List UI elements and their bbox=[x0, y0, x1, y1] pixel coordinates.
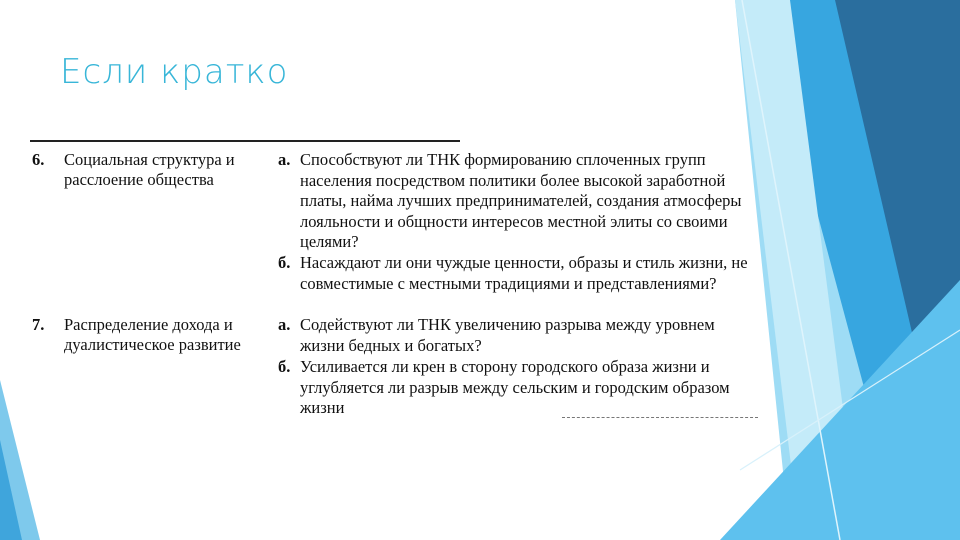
question-text: Насаждают ли они чуждые ценности, образы и стиль жизни, не совместимые с местными традициями и представлениями? bbox=[300, 253, 748, 293]
question-item bbox=[278, 357, 758, 419]
row-topic: Распределение дохода и дуалистическое развитие bbox=[64, 315, 241, 354]
table-bottom-rule bbox=[562, 417, 758, 418]
row-number: 6. bbox=[32, 150, 45, 169]
question-item bbox=[278, 315, 758, 356]
question-text: Усиливается ли крен в сторону городского образа жизни и углубляется ли разрыв между сельским и городским образом жизни bbox=[300, 357, 730, 417]
question-marker: а. bbox=[278, 150, 291, 169]
question-text: Способствуют ли ТНК формированию сплоченных групп населения посредством политики более высокой заработной платы, найма лучших предпринимателей, создания атмосферы лояльности и общности интересов местной элиты со своими целями? bbox=[300, 150, 742, 251]
question-marker: б. bbox=[278, 357, 291, 376]
question-marker: а. bbox=[278, 315, 291, 334]
slide-title: Если кратко bbox=[60, 52, 289, 92]
scanned-table bbox=[30, 140, 760, 423]
question-item bbox=[278, 150, 758, 253]
question-marker: б. bbox=[278, 253, 291, 272]
table-top-rule bbox=[30, 140, 460, 142]
row-topic: Социальная структура и расслоение общества bbox=[64, 150, 235, 189]
question-text: Содействуют ли ТНК увеличению разрыва между уровнем жизни бедных и богатых? bbox=[300, 315, 715, 355]
row-number: 7. bbox=[32, 315, 45, 334]
question-item bbox=[278, 253, 758, 294]
